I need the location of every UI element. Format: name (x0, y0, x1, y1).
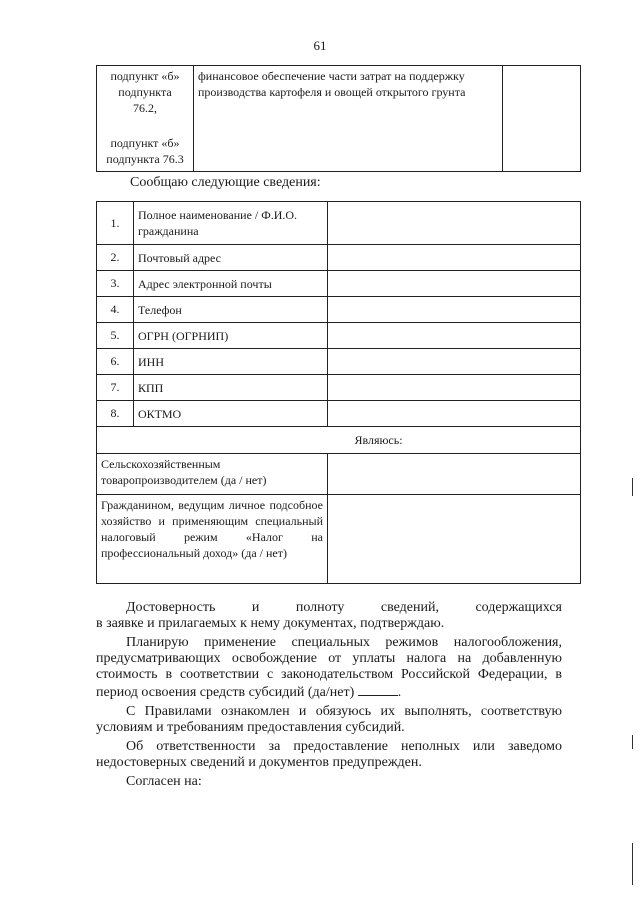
paragraph-accuracy-line2: в заявке и прилагаемых к нему документах, подтверждаю. (96, 616, 445, 631)
row-label: ОКТМО (134, 401, 328, 427)
intro-text: Сообщаю следующие сведения: (130, 175, 321, 190)
purpose-text: финансовое обеспечение части затрат на поддержку производства картофеля и овощей открытого грунта (198, 69, 466, 99)
row-number: 3. (97, 271, 134, 297)
row-label: Телефон (134, 297, 328, 323)
table-row (97, 245, 581, 271)
household-tax-field[interactable] (328, 495, 581, 584)
table-row (97, 454, 581, 495)
row-number: 6. (97, 349, 134, 375)
page-number: 61 (313, 38, 327, 53)
row-number: 8. (97, 401, 134, 427)
row-label: КПП (134, 375, 328, 401)
row-number: 1. (97, 202, 134, 245)
paragraph-consent: Согласен на: (126, 774, 202, 789)
clause-value-cell[interactable] (503, 66, 581, 172)
inn-field[interactable] (328, 349, 581, 375)
row-number: 5. (97, 323, 134, 349)
email-field[interactable] (328, 271, 581, 297)
table-row (97, 202, 581, 245)
tax-regime-answer-blank[interactable] (358, 683, 398, 696)
postal-address-field[interactable] (328, 245, 581, 271)
table-row (97, 297, 581, 323)
table-row (97, 495, 581, 584)
table-row (97, 323, 581, 349)
row-label: Почтовый адрес (134, 245, 328, 271)
table-row (97, 271, 581, 297)
tax-regime-text: Планирую применение специальных режимов налогообложения, предусматривающих освобождение от уплаты налога на добавленную стоимость в соответствии с законодательством Российской Федерации, в период освоения средств субсидий (да/нет) (96, 635, 562, 700)
declaration-text (96, 600, 562, 793)
applicant-info-table (96, 201, 581, 584)
clause-reference-cell (97, 66, 194, 172)
row-number: 7. (97, 375, 134, 401)
purpose-cell (194, 66, 503, 172)
table-row (97, 66, 581, 172)
table-row (97, 349, 581, 375)
paragraph-accuracy-line1: Достоверность и полноту сведений, содержащихся (126, 600, 562, 615)
clause-reference-b: подпункт «б» подпункта 76.3 (106, 136, 184, 166)
scan-edge-mark (632, 843, 633, 885)
paragraph-rules: С Правилами ознакомлен и обязуюсь их выполнять, соответствую условиям и требованиям предоставления субсидий. (96, 704, 562, 735)
oktmo-field[interactable] (328, 401, 581, 427)
row-number: 4. (97, 297, 134, 323)
row-label: Полное наименование / Ф.И.О. гражданина (134, 202, 328, 245)
paragraph-responsibility: Об ответственности за предоставление неполных или заведомо недостоверных сведений и документов предупрежден. (96, 739, 562, 770)
kpp-field[interactable] (328, 375, 581, 401)
row-number: 2. (97, 245, 134, 271)
table-row (97, 401, 581, 427)
phone-field[interactable] (328, 297, 581, 323)
row-label: Адрес электронной почты (134, 271, 328, 297)
table-row (97, 375, 581, 401)
status-label: Гражданином, ведущим личное подсобное хозяйство и применяющим специальный налоговый режим «Налог на профессиональный доход» (да / нет) (97, 495, 328, 584)
agri-producer-field[interactable] (328, 454, 581, 495)
status-label: Сельскохозяйственным товаропроизводителем (да / нет) (97, 454, 328, 495)
row-label: ОГРН (ОГРНИП) (134, 323, 328, 349)
section-header: Являюсь: (97, 427, 581, 454)
scan-edge-mark (632, 478, 633, 496)
ogrn-field[interactable] (328, 323, 581, 349)
clause-reference-a: подпункт «б» подпункта 76.2, (110, 69, 180, 115)
subsidy-clause-table (96, 65, 581, 172)
row-label: ИНН (134, 349, 328, 375)
table-row (97, 427, 581, 454)
full-name-field[interactable] (328, 202, 581, 245)
paragraph-tax-regime: Планирую применение специальных режимов налогообложения, предусматривающих освобождение от уплаты налога на добавленную стоимость в соответствии с законодательством Российской Федерации, в период освоения средств субсидий (да/нет) . (96, 635, 562, 700)
scan-edge-mark (632, 735, 633, 749)
